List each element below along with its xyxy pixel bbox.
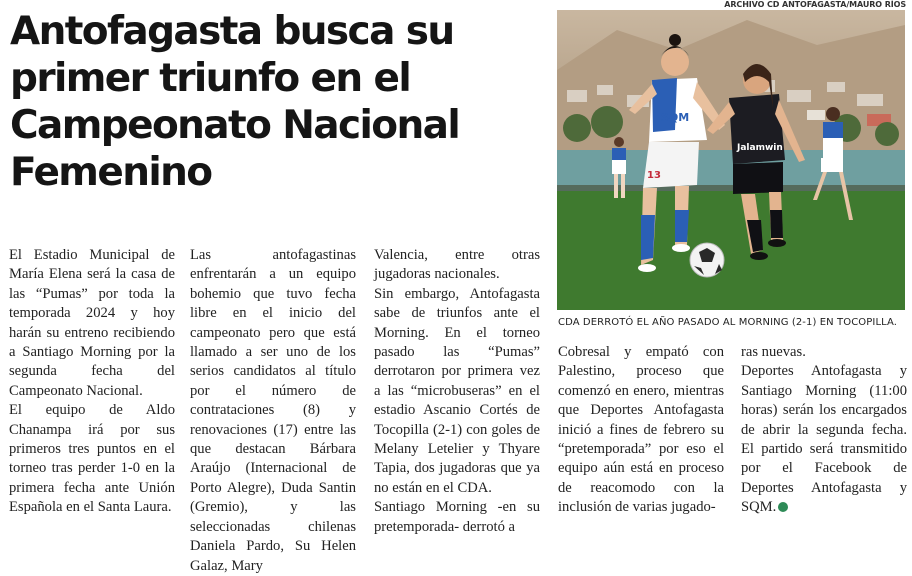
article-column-3 xyxy=(374,246,540,537)
paragraph: Valencia, entre otras jugadoras nacionales. xyxy=(374,247,540,283)
jersey-sponsor-right: Jalamwin xyxy=(737,143,783,153)
headline: Antofagasta busca su primer triunfo en el Campeonato Nacional Femenino xyxy=(10,9,460,195)
article-column-4 xyxy=(558,343,724,518)
photo-credit: ARCHIVO CD ANTOFAGASTA/MAURO RÍOS xyxy=(724,0,906,9)
pitch xyxy=(557,191,905,310)
fence xyxy=(557,150,905,190)
paragraph: El equipo de Aldo Chanampa irá por sus primeros tres puntos en el torneo tras perder 1-0 en la primera fecha ante Unión Española en el Santa Laura. xyxy=(9,402,175,516)
fence-base xyxy=(557,185,905,191)
paragraph xyxy=(741,362,907,517)
article-column-2 xyxy=(190,246,356,576)
article-column-1 xyxy=(9,246,175,518)
match-photo-illustration xyxy=(557,10,905,310)
football xyxy=(690,243,724,277)
paragraph: ras nuevas. xyxy=(741,344,806,360)
paragraph: Santiago Morning -en su pretemporada- derrotó a xyxy=(374,499,540,535)
paragraph: Sin embargo, Antofagasta sabe de triunfos ante el Morning. En el torneo pasado las “Pumas” derrotaron por primera vez a las “microbuseras” en el estadio Ascanio Cortés de Tocopilla (2-1) con goles de Melany Letelier y Thyare Tapia, dos jugadoras que ya no están en el CDA. xyxy=(374,285,540,496)
photo-caption: CDA DERROTÓ EL AÑO PASADO AL MORNING (2-1) EN TOCOPILLA. xyxy=(558,317,898,328)
paragraph: Cobresal y empató con Palestino, proceso que comenzó en enero, mientras que Deportes Antofagasta inició a fines de febrero su “pretemporada” por eso el equipo aún está en proceso de reacomodo con la inclusión de varias jugado- xyxy=(558,344,724,516)
closing-paragraph-text: Deportes Antofagasta y Santiago Morning (11:00 horas) serán los encargados de abrir la segunda fecha. El partido será transmitido por el Facebook de Deportes Antofagasta y SQM. xyxy=(741,363,907,516)
end-of-article-icon xyxy=(778,502,788,512)
jersey-sponsor-left: SQM xyxy=(661,111,690,124)
paragraph: Las antofagastinas enfrentarán a un equipo bohemio que tuvo fecha libre en el inicio del campeonato pero que está llamado a ser uno de los serios candidatos al título por el número de contrataciones (8) y renovaciones (17) entre las que destacan Bárbara Araújo (Internacional de Porto Alegre), Duda Santin (Gremio), y las seleccionadas chilenas Daniela Pardo, Su Helen Galaz, Mary xyxy=(190,247,356,574)
article-column-5 xyxy=(741,343,907,518)
jersey-number: 13 xyxy=(647,170,661,181)
match-photo xyxy=(557,10,905,310)
paragraph: El Estadio Municipal de María Elena será la casa de las “Pumas” por toda la temporada 2024 y hoy harán su entreno recibiendo a Santiago Morning por la segunda fecha del Campeonato Nacional. xyxy=(9,247,175,399)
